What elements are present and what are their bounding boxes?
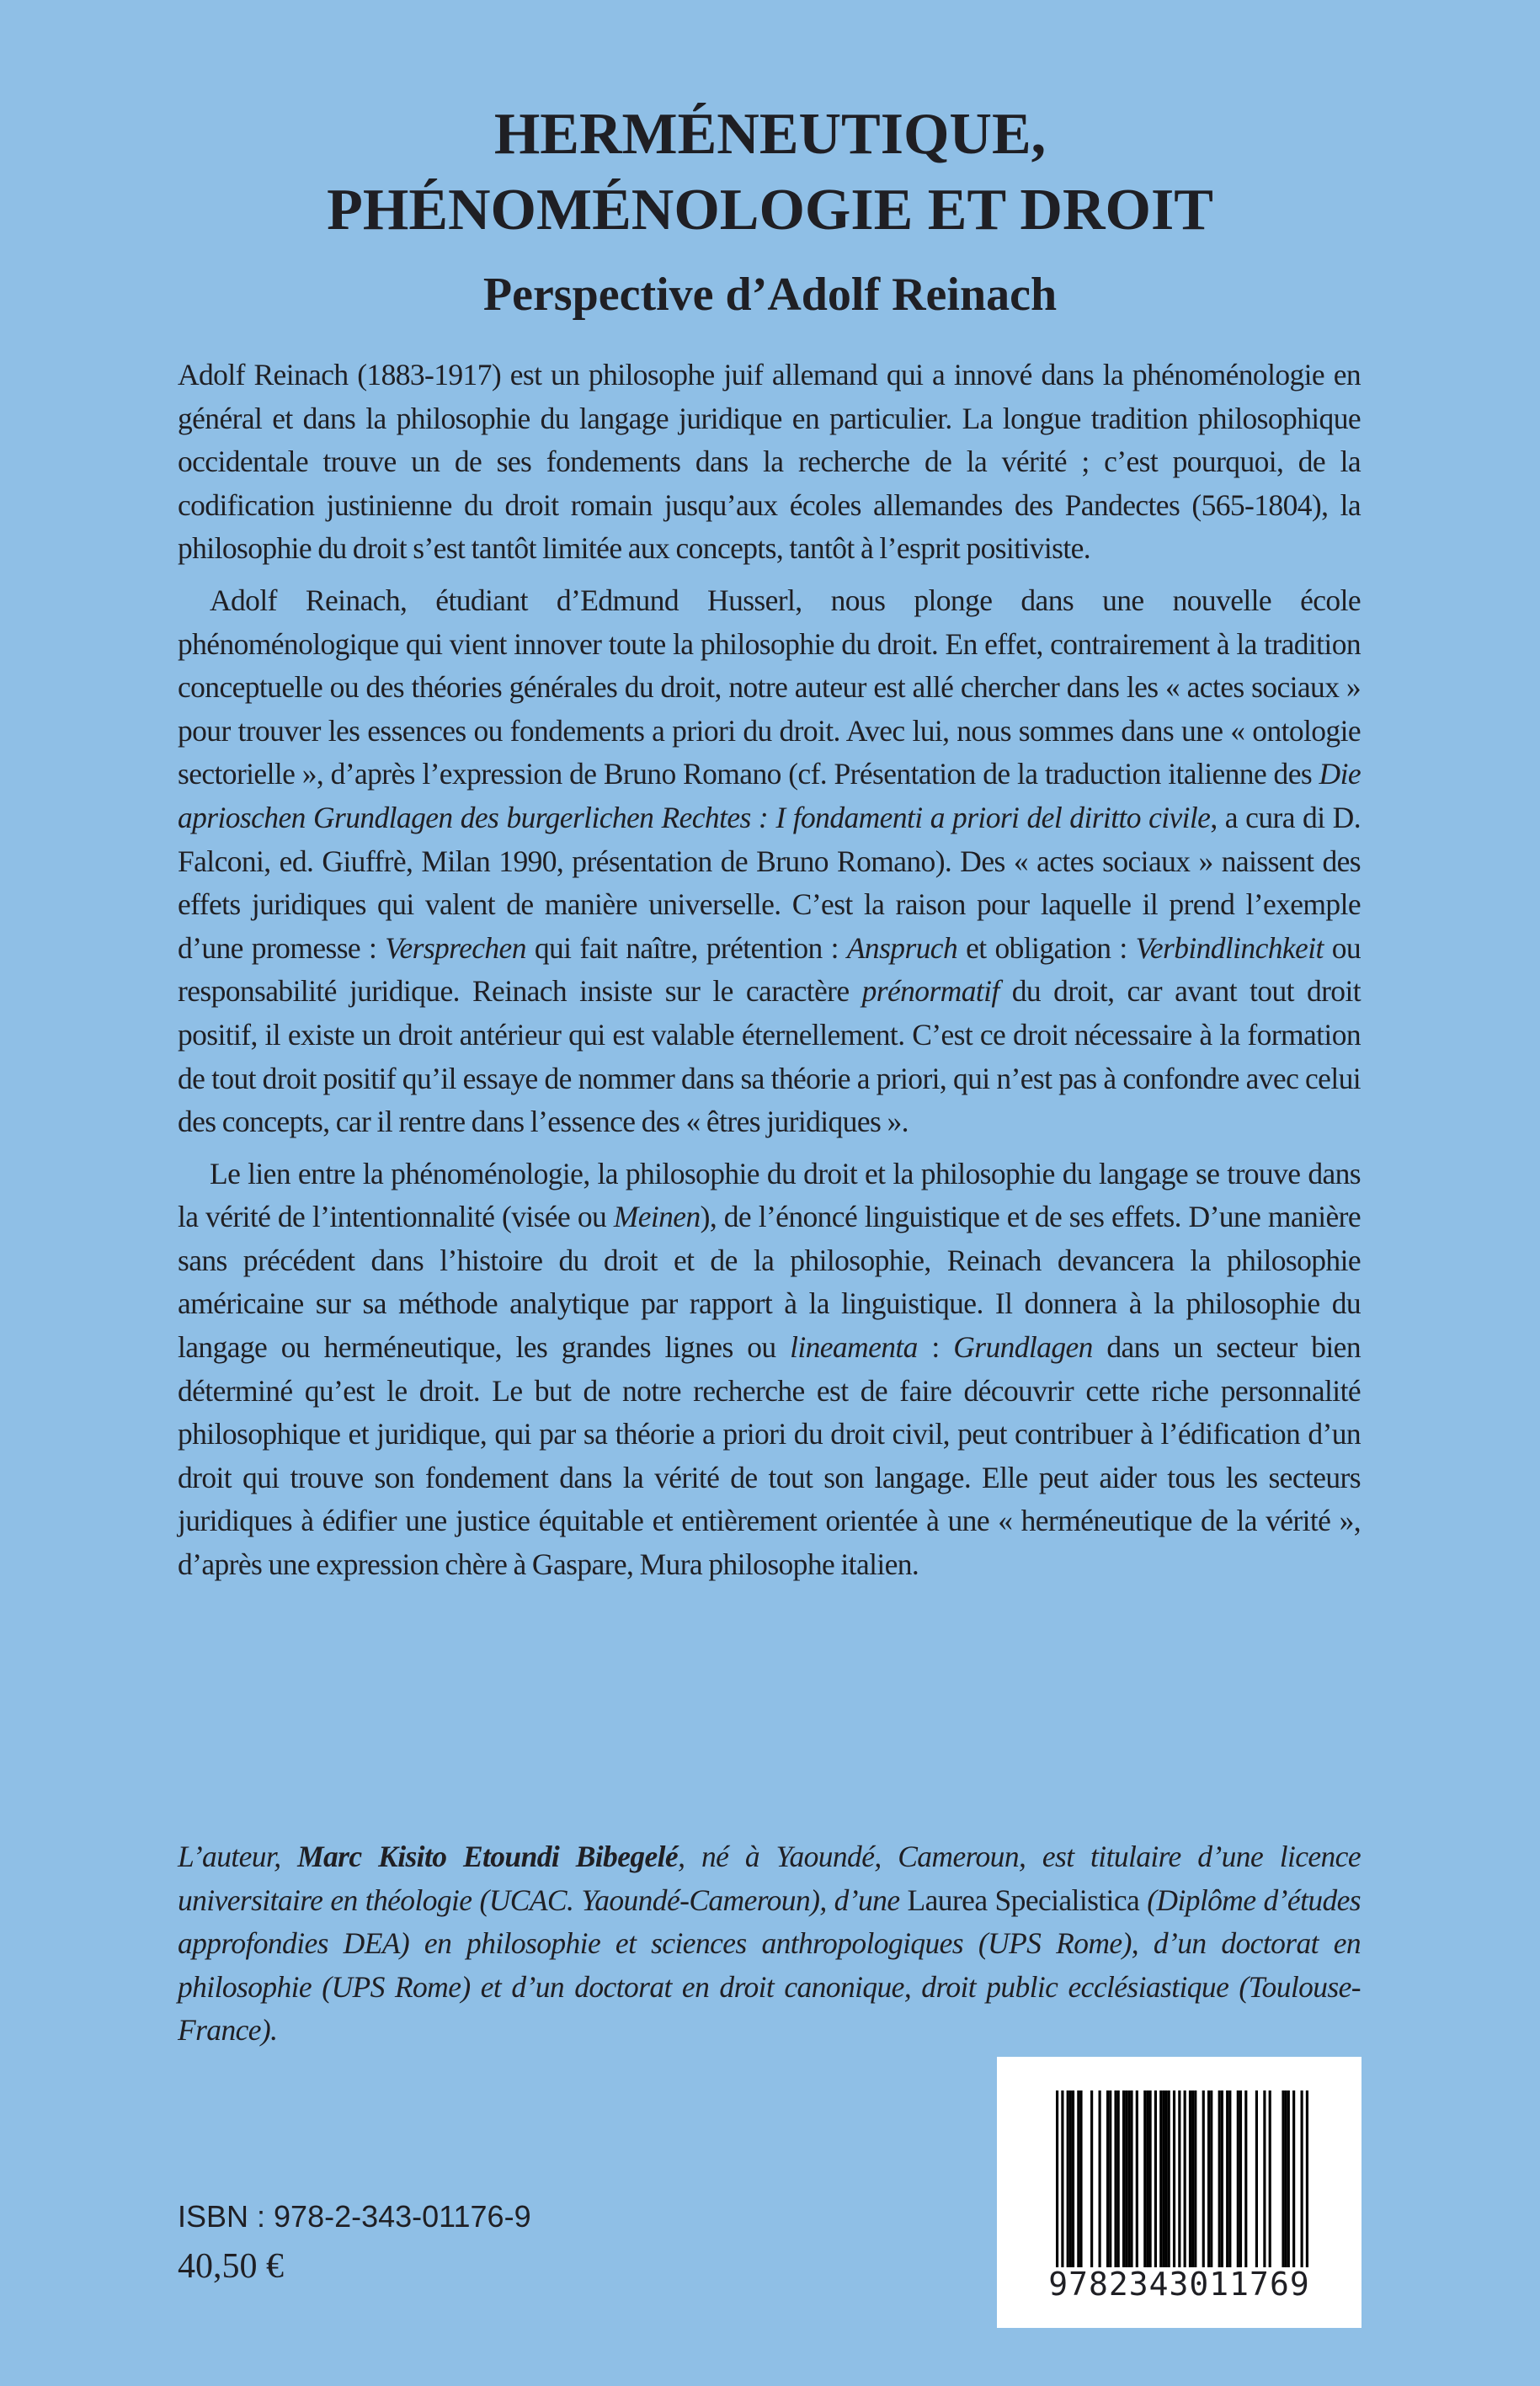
- blurb-paragraph-3: Le lien entre la phénoménologie, la philosophie du droit et la philosophie du langage se trouve dans la vérité de l’intentionnalité (visée ou Meinen), de l’énoncé linguistique et de ses effets. D’une manière sans précédent dans l’histoire du droit et de la philosophie, Reinach devancera la philosophie américaine sur sa méthode analytique par rapport à la linguistique. Il donnera à la philosophie du langage ou herméneutique, les grandes lignes ou lineamenta : Grundlagen dans un secteur bien déterminé qu’est le droit. Le but de notre recherche est de faire découvrir cette riche personnalité philosophique et juridique, qui par sa théorie a priori du droit civil, peut contribuer à l’édification d’un droit qui trouve son fondement dans la vérité de tout son langage. Elle peut aider tous les secteurs juridiques à édifier une justice équitable et entièrement orientée à une « herméneutique de la vérité », d’après une expression chère à Gaspare, Mura philosophe italien.: [178, 1156, 1361, 1582]
- barcode-bar: [1099, 2090, 1101, 2267]
- barcode-bar: [1077, 2090, 1079, 2267]
- barcode-bar: [1244, 2090, 1247, 2267]
- barcode-bar: [1189, 2090, 1191, 2267]
- barcode-bar: [1061, 2090, 1063, 2267]
- barcode-bar: [1130, 2090, 1132, 2267]
- barcode-bar: [1292, 2090, 1295, 2267]
- author-bio: L’auteur, Marc Kisito Etoundi Bibegelé, né à Yaoundé, Cameroun, est titulaire d’une licence universitaire en théologie (UCAC. Yaoundé-Cameroun), d’une Laurea Specialistica (Diplôme d’études approfondies DEA) en philosophie et sciences anthropologiques (UPS Rome), d’un doctorat en philosophie (UPS Rome) et d’un doctorat en droit canonique, droit public ecclésiastique (Toulouse-France).: [178, 1840, 1361, 2048]
- barcode-bar: [1114, 2090, 1116, 2267]
- barcode-bar: [1306, 2090, 1308, 2267]
- barcode-bar: [1178, 2090, 1180, 2267]
- barcode-bar: [1069, 2090, 1072, 2267]
- barcode-bar: [1228, 2090, 1231, 2267]
- barcode-bar: [1168, 2090, 1170, 2267]
- barcode-bar: [1239, 2090, 1242, 2267]
- barcode-bar: [1117, 2090, 1120, 2267]
- author-name: Marc Kisito Etoundi Bibegelé: [297, 1840, 679, 1873]
- barcode: [997, 2057, 1361, 2328]
- barcode-bar: [1237, 2090, 1239, 2267]
- barcode-bar: [1191, 2090, 1194, 2267]
- title-line-2: PHÉNOMÉNOLOGIE ET DROIT: [327, 178, 1213, 242]
- barcode-bars: [1056, 2090, 1308, 2267]
- barcode-bar: [1269, 2090, 1271, 2267]
- barcode-bar: [1221, 2090, 1223, 2267]
- barcode-bar: [1218, 2090, 1221, 2267]
- barcode-bar: [1159, 2090, 1162, 2267]
- barcode-bar: [1072, 2090, 1074, 2267]
- barcode-bar: [1127, 2090, 1130, 2267]
- barcode-bar: [1282, 2090, 1284, 2267]
- barcode-bar: [1184, 2090, 1186, 2267]
- barcode-bar: [1210, 2090, 1212, 2267]
- barcode-bar: [1194, 2090, 1196, 2267]
- barcode-bar: [1164, 2090, 1167, 2267]
- title-line-1: HERMÉNEUTIQUE,: [493, 102, 1047, 167]
- barcode-bar: [1122, 2090, 1125, 2267]
- price: 40,50 €: [178, 2247, 284, 2286]
- barcode-bar: [1287, 2090, 1290, 2267]
- barcode-bar: [1207, 2090, 1210, 2267]
- barcode-bar: [1090, 2090, 1093, 2267]
- barcode-bar: [1202, 2090, 1205, 2267]
- barcode-bar: [1255, 2090, 1258, 2267]
- barcode-bar: [1162, 2090, 1164, 2267]
- barcode-bar: [1173, 2090, 1175, 2267]
- blurb-paragraph-2: Adolf Reinach, étudiant d’Edmund Husserl, nous plonge dans une nouvelle école phénoménologique qui vient innover toute la philosophie du droit. En effet, contrairement à la tradition conceptuelle ou des théories générales du droit, notre auteur est allé chercher dans les « actes sociaux » pour trouver les essences ou fondements a priori du droit. Avec lui, nous sommes dans une « ontologie sectorielle », d’après l’expression de Bruno Romano (cf. Présentation de la traduction italienne des Die aprioschen Grundlagen des burgerlichen Rechtes : I fondamenti a priori del diritto civile, a cura di D. Falconi, ed. Giuffrè, Milan 1990, présentation de Bruno Romano). Des « actes sociaux » naissent des effets juridiques qui valent de manière universelle. C’est la raison pour laquelle il prend l’exemple d’une promesse : Versprechen qui fait naître, prétention : Anspruch et obligation : Verbindlinchkeit ou responsabilité juridique. Reinach insiste sur le caractère prénormatif du droit, car avant tout droit positif, il existe un droit antérieur qui est valable éternellement. C’est ce droit nécessaire à la formation de tout droit positif qu’il essaye de nommer dans sa théorie a priori, qui n’est pas à confondre avec celui des concepts, car il rentre dans l’essence des « êtres juridiques ».: [178, 583, 1361, 1139]
- barcode-bar: [1301, 2090, 1303, 2267]
- barcode-bar: [1263, 2090, 1266, 2267]
- barcode-bar: [1226, 2090, 1228, 2267]
- blurb-paragraph-1: Adolf Reinach (1883-1917) est un philosophe juif allemand qui a innové dans la phénoménologie en général et dans la philosophie du langage juridique en particulier. La longue tradition philosophique occidentale trouve un de ses fondements dans la recherche de la vérité ; c’est pourquoi, de la codification justinienne du droit romain jusqu’aux écoles allemandes des Pandectes (565-1804), la philosophie du droit s’est tantôt limitée aux concepts, tantôt à l’esprit positiviste.: [178, 358, 1361, 566]
- barcode-bar: [1109, 2090, 1111, 2267]
- subtitle: Perspective d’Adolf Reinach: [482, 269, 1058, 321]
- blurb: [178, 354, 1361, 1595]
- barcode-bar: [1067, 2090, 1069, 2267]
- barcode-bar: [1056, 2090, 1058, 2267]
- barcode-bar: [1149, 2090, 1152, 2267]
- barcode-bar: [1106, 2090, 1109, 2267]
- barcode-bar: [1136, 2090, 1138, 2267]
- barcode-bar: [1154, 2090, 1157, 2267]
- barcode-bar: [1146, 2090, 1148, 2267]
- barcode-bar: [1125, 2090, 1127, 2267]
- barcode-bar: [1079, 2090, 1082, 2267]
- barcode-number: 9782343011769: [1048, 2266, 1310, 2303]
- isbn: ISBN : 978-2-343-01176-9: [178, 2199, 531, 2234]
- barcode-bar: [1285, 2090, 1287, 2267]
- barcode-bar: [1143, 2090, 1146, 2267]
